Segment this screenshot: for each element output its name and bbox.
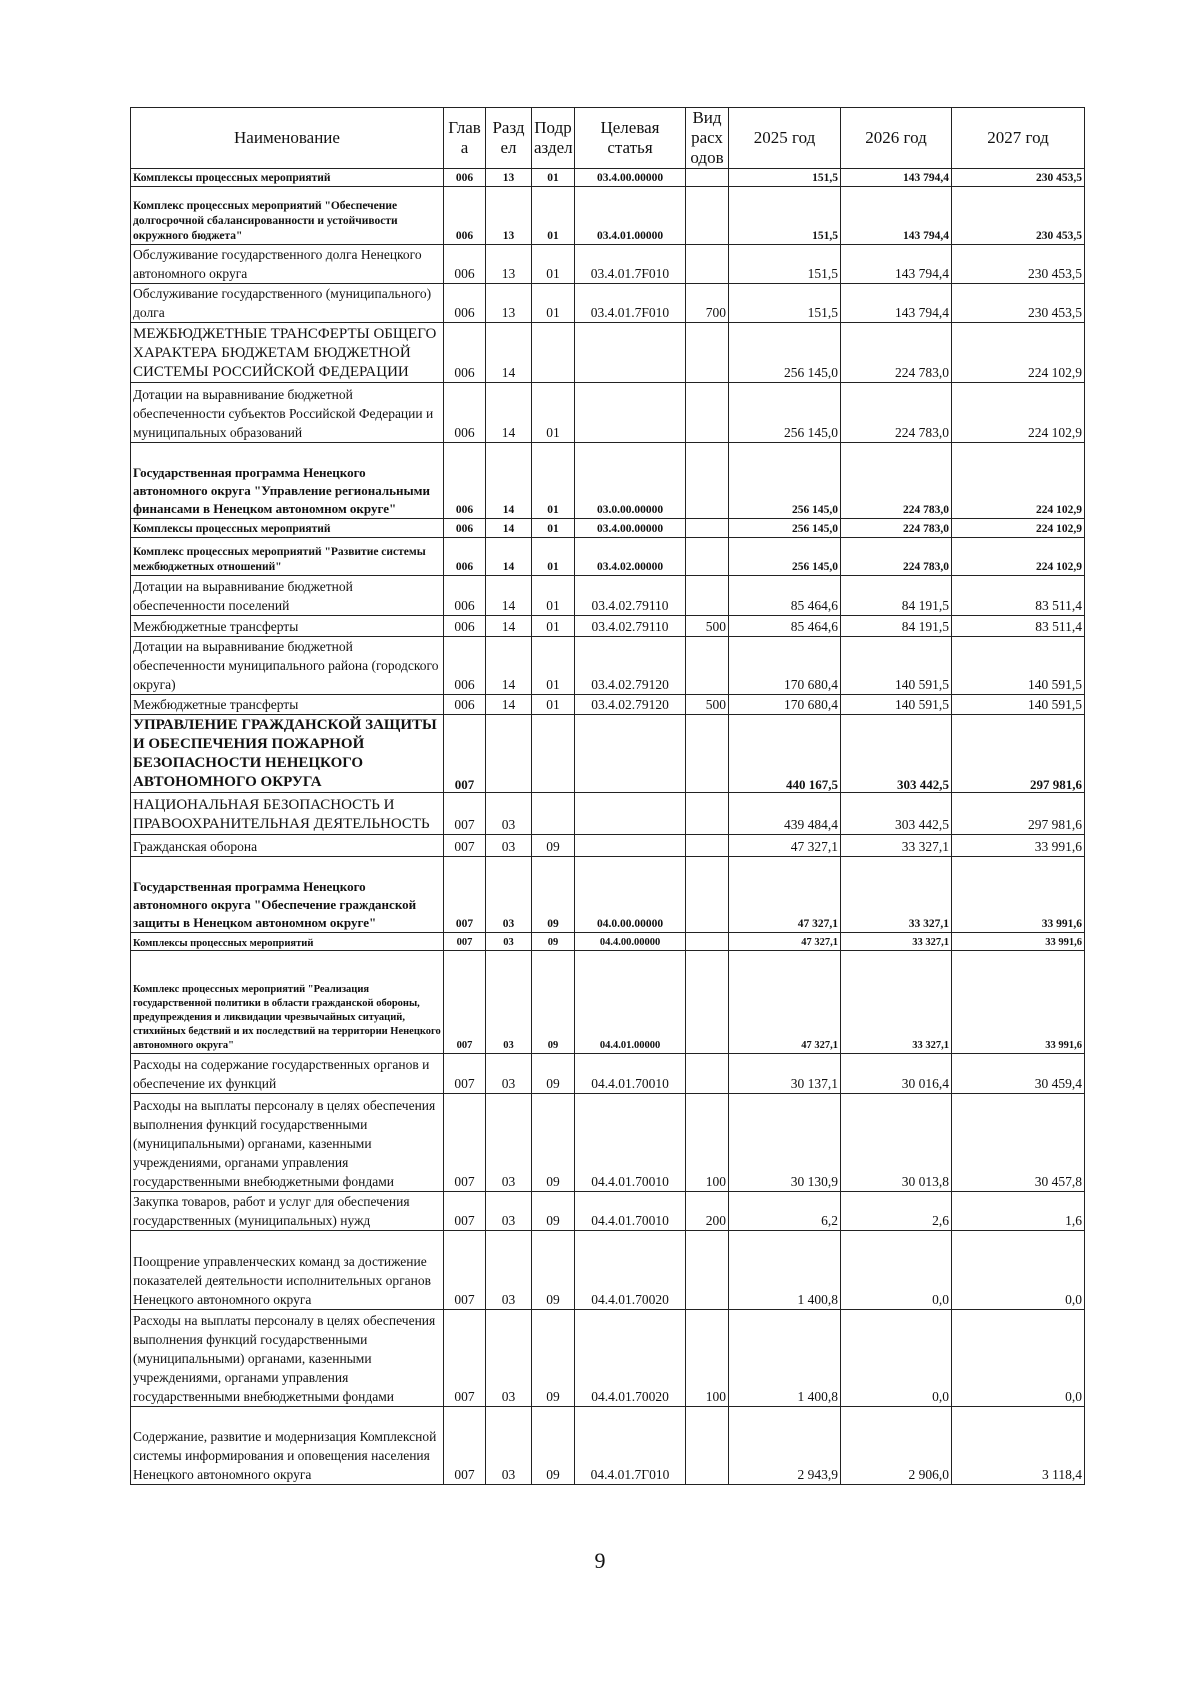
row-2026: 84 191,5 bbox=[841, 576, 952, 616]
row-razdel: 14 bbox=[486, 616, 532, 637]
row-glava: 006 bbox=[444, 383, 486, 443]
row-2027: 230 453,5 bbox=[952, 169, 1085, 187]
row-glava: 007 bbox=[444, 1310, 486, 1407]
row-razdel: 14 bbox=[486, 519, 532, 538]
row-csr: 03.4.02.79110 bbox=[575, 616, 686, 637]
row-vr bbox=[686, 323, 729, 383]
row-2026: 2,6 bbox=[841, 1192, 952, 1231]
row-glava: 007 bbox=[444, 1407, 486, 1485]
row-podrazdel: 01 bbox=[532, 576, 575, 616]
row-podrazdel: 09 bbox=[532, 1310, 575, 1407]
row-2025: 30 130,9 bbox=[729, 1094, 841, 1192]
table-row bbox=[131, 383, 1085, 443]
row-csr: 04.4.01.70010 bbox=[575, 1192, 686, 1231]
header-vr: Вид расх одов bbox=[686, 108, 729, 169]
row-csr bbox=[575, 835, 686, 857]
row-2026: 224 783,0 bbox=[841, 519, 952, 538]
row-csr: 04.4.01.70010 bbox=[575, 1094, 686, 1192]
row-2027: 83 511,4 bbox=[952, 616, 1085, 637]
row-csr: 04.0.00.00000 bbox=[575, 857, 686, 933]
row-2026: 303 442,5 bbox=[841, 715, 952, 793]
table-row bbox=[131, 933, 1085, 951]
row-vr bbox=[686, 1231, 729, 1310]
row-2025: 170 680,4 bbox=[729, 637, 841, 695]
row-name: Поощрение управленческих команд за достижение показателей деятельности исполнительных органов Ненецкого автономного округа bbox=[131, 1231, 444, 1310]
row-name: Расходы на содержание государственных органов и обеспечение их функций bbox=[131, 1054, 444, 1094]
row-vr: 100 bbox=[686, 1094, 729, 1192]
table-row bbox=[131, 538, 1085, 576]
row-2025: 47 327,1 bbox=[729, 857, 841, 933]
row-2025: 85 464,6 bbox=[729, 616, 841, 637]
row-razdel: 03 bbox=[486, 1231, 532, 1310]
row-2025: 6,2 bbox=[729, 1192, 841, 1231]
row-2025: 151,5 bbox=[729, 245, 841, 284]
row-2026: 140 591,5 bbox=[841, 637, 952, 695]
row-razdel: 03 bbox=[486, 857, 532, 933]
row-vr bbox=[686, 951, 729, 1054]
row-glava: 006 bbox=[444, 519, 486, 538]
row-2025: 2 943,9 bbox=[729, 1407, 841, 1485]
row-razdel: 13 bbox=[486, 187, 532, 245]
row-csr: 03.4.01.7F010 bbox=[575, 284, 686, 323]
row-name: Обслуживание государственного долга Ненецкого автономного округа bbox=[131, 245, 444, 284]
row-vr bbox=[686, 1054, 729, 1094]
row-razdel: 03 bbox=[486, 1094, 532, 1192]
row-2027: 30 457,8 bbox=[952, 1094, 1085, 1192]
row-2026: 0,0 bbox=[841, 1231, 952, 1310]
row-glava: 006 bbox=[444, 576, 486, 616]
row-2027: 224 102,9 bbox=[952, 323, 1085, 383]
row-razdel: 03 bbox=[486, 835, 532, 857]
row-razdel: 13 bbox=[486, 169, 532, 187]
row-2025: 151,5 bbox=[729, 284, 841, 323]
row-2026: 143 794,4 bbox=[841, 187, 952, 245]
row-csr bbox=[575, 323, 686, 383]
row-razdel: 13 bbox=[486, 284, 532, 323]
row-name: Государственная программа Ненецкого автономного округа "Обеспечение гражданской защиты в Ненецком автономном округе" bbox=[131, 857, 444, 933]
row-csr: 03.4.02.79120 bbox=[575, 637, 686, 695]
row-name: УПРАВЛЕНИЕ ГРАЖДАНСКОЙ ЗАЩИТЫ И ОБЕСПЕЧЕНИЯ ПОЖАРНОЙ БЕЗОПАСНОСТИ НЕНЕЦКОГО АВТОНОМНОГО ОКРУГА bbox=[131, 715, 444, 793]
header-name: Наименование bbox=[131, 108, 444, 169]
row-razdel bbox=[486, 715, 532, 793]
row-razdel: 03 bbox=[486, 1192, 532, 1231]
table-row bbox=[131, 1231, 1085, 1310]
row-podrazdel: 09 bbox=[532, 835, 575, 857]
row-2027: 1,6 bbox=[952, 1192, 1085, 1231]
row-podrazdel: 01 bbox=[532, 695, 575, 715]
row-vr bbox=[686, 538, 729, 576]
table-row bbox=[131, 1310, 1085, 1407]
row-podrazdel: 01 bbox=[532, 443, 575, 519]
row-podrazdel: 01 bbox=[532, 616, 575, 637]
row-2026: 30 016,4 bbox=[841, 1054, 952, 1094]
row-glava: 006 bbox=[444, 187, 486, 245]
row-2027: 33 991,6 bbox=[952, 951, 1085, 1054]
row-podrazdel bbox=[532, 793, 575, 835]
budget-table-page bbox=[130, 107, 1084, 1485]
row-2025: 30 137,1 bbox=[729, 1054, 841, 1094]
row-2025: 85 464,6 bbox=[729, 576, 841, 616]
row-name: Дотации на выравнивание бюджетной обеспеченности поселений bbox=[131, 576, 444, 616]
row-name: Комплексы процессных мероприятий bbox=[131, 933, 444, 951]
row-podrazdel: 09 bbox=[532, 857, 575, 933]
row-vr bbox=[686, 443, 729, 519]
row-2027: 140 591,5 bbox=[952, 637, 1085, 695]
page-number: 9 bbox=[594, 1548, 606, 1573]
row-glava: 007 bbox=[444, 951, 486, 1054]
row-razdel: 14 bbox=[486, 383, 532, 443]
row-name: Гражданская оборона bbox=[131, 835, 444, 857]
row-csr bbox=[575, 793, 686, 835]
row-csr: 03.4.02.00000 bbox=[575, 538, 686, 576]
row-vr bbox=[686, 383, 729, 443]
row-2026: 143 794,4 bbox=[841, 284, 952, 323]
row-csr: 03.4.00.00000 bbox=[575, 519, 686, 538]
table-row bbox=[131, 576, 1085, 616]
header-2027: 2027 год bbox=[952, 108, 1085, 169]
row-glava: 007 bbox=[444, 835, 486, 857]
table-row bbox=[131, 715, 1085, 793]
row-2027: 297 981,6 bbox=[952, 793, 1085, 835]
row-2026: 33 327,1 bbox=[841, 933, 952, 951]
row-csr: 03.4.02.79110 bbox=[575, 576, 686, 616]
table-row bbox=[131, 284, 1085, 323]
row-2025: 256 145,0 bbox=[729, 383, 841, 443]
row-2027: 83 511,4 bbox=[952, 576, 1085, 616]
row-glava: 007 bbox=[444, 933, 486, 951]
table-row bbox=[131, 443, 1085, 519]
row-glava: 006 bbox=[444, 695, 486, 715]
row-2027: 0,0 bbox=[952, 1231, 1085, 1310]
row-2025: 47 327,1 bbox=[729, 951, 841, 1054]
row-name: Комплекс процессных мероприятий "Развитие системы межбюджетных отношений" bbox=[131, 538, 444, 576]
row-2026: 143 794,4 bbox=[841, 169, 952, 187]
row-2027: 224 102,9 bbox=[952, 519, 1085, 538]
row-2027: 0,0 bbox=[952, 1310, 1085, 1407]
row-2026: 143 794,4 bbox=[841, 245, 952, 284]
row-2025: 170 680,4 bbox=[729, 695, 841, 715]
row-podrazdel: 01 bbox=[532, 187, 575, 245]
row-vr: 100 bbox=[686, 1310, 729, 1407]
row-2027: 224 102,9 bbox=[952, 383, 1085, 443]
row-name: Комплекс процессных мероприятий "Обеспечение долгосрочной сбалансированности и устойчивости окружного бюджета" bbox=[131, 187, 444, 245]
row-2026: 33 327,1 bbox=[841, 951, 952, 1054]
row-csr: 03.4.01.00000 bbox=[575, 187, 686, 245]
row-glava: 006 bbox=[444, 637, 486, 695]
row-vr: 500 bbox=[686, 616, 729, 637]
row-glava: 006 bbox=[444, 538, 486, 576]
table-row bbox=[131, 695, 1085, 715]
row-vr bbox=[686, 835, 729, 857]
row-vr bbox=[686, 245, 729, 284]
row-2026: 224 783,0 bbox=[841, 383, 952, 443]
row-name: Расходы на выплаты персоналу в целях обеспечения выполнения функций государственными (муниципальными) органами, казенными учреждениями, органами управления государственными внебюджетными фондами bbox=[131, 1094, 444, 1192]
row-razdel: 14 bbox=[486, 443, 532, 519]
row-vr bbox=[686, 637, 729, 695]
row-glava: 006 bbox=[444, 284, 486, 323]
row-vr bbox=[686, 1407, 729, 1485]
row-name: Обслуживание государственного (муниципального) долга bbox=[131, 284, 444, 323]
row-2026: 30 013,8 bbox=[841, 1094, 952, 1192]
row-2026: 84 191,5 bbox=[841, 616, 952, 637]
row-2026: 303 442,5 bbox=[841, 793, 952, 835]
row-podrazdel bbox=[532, 715, 575, 793]
row-glava: 006 bbox=[444, 323, 486, 383]
table-row bbox=[131, 951, 1085, 1054]
table-row bbox=[131, 187, 1085, 245]
row-2027: 33 991,6 bbox=[952, 933, 1085, 951]
table-row bbox=[131, 637, 1085, 695]
row-razdel: 13 bbox=[486, 245, 532, 284]
row-glava: 007 bbox=[444, 857, 486, 933]
row-2026: 33 327,1 bbox=[841, 857, 952, 933]
row-2027: 230 453,5 bbox=[952, 245, 1085, 284]
row-2026: 2 906,0 bbox=[841, 1407, 952, 1485]
row-vr bbox=[686, 169, 729, 187]
row-2027: 224 102,9 bbox=[952, 443, 1085, 519]
row-name: Комплексы процессных мероприятий bbox=[131, 519, 444, 538]
row-podrazdel: 09 bbox=[532, 1054, 575, 1094]
row-csr: 04.4.01.70020 bbox=[575, 1310, 686, 1407]
table-row bbox=[131, 835, 1085, 857]
row-podrazdel: 01 bbox=[532, 637, 575, 695]
table-row bbox=[131, 616, 1085, 637]
row-podrazdel: 01 bbox=[532, 538, 575, 576]
row-csr: 03.4.00.00000 bbox=[575, 169, 686, 187]
row-glava: 006 bbox=[444, 616, 486, 637]
row-csr: 04.4.01.00000 bbox=[575, 951, 686, 1054]
row-2027: 33 991,6 bbox=[952, 835, 1085, 857]
row-2027: 33 991,6 bbox=[952, 857, 1085, 933]
row-csr: 04.4.01.70020 bbox=[575, 1231, 686, 1310]
row-glava: 006 bbox=[444, 443, 486, 519]
row-2025: 440 167,5 bbox=[729, 715, 841, 793]
row-glava: 007 bbox=[444, 1192, 486, 1231]
row-razdel: 03 bbox=[486, 793, 532, 835]
row-vr bbox=[686, 715, 729, 793]
row-podrazdel: 09 bbox=[532, 1192, 575, 1231]
table-header-row bbox=[131, 108, 1085, 169]
row-name: Дотации на выравнивание бюджетной обеспеченности субъектов Российской Федерации и муниципальных образований bbox=[131, 383, 444, 443]
row-2026: 224 783,0 bbox=[841, 443, 952, 519]
row-podrazdel: 01 bbox=[532, 245, 575, 284]
row-name: Комплексы процессных мероприятий bbox=[131, 169, 444, 187]
row-csr: 04.4.01.7Г010 bbox=[575, 1407, 686, 1485]
row-razdel: 03 bbox=[486, 1310, 532, 1407]
row-vr: 500 bbox=[686, 695, 729, 715]
row-glava: 007 bbox=[444, 793, 486, 835]
row-csr bbox=[575, 383, 686, 443]
row-vr: 700 bbox=[686, 284, 729, 323]
row-2025: 1 400,8 bbox=[729, 1231, 841, 1310]
row-2025: 439 484,4 bbox=[729, 793, 841, 835]
row-vr bbox=[686, 576, 729, 616]
table-row bbox=[131, 1192, 1085, 1231]
row-razdel: 03 bbox=[486, 951, 532, 1054]
row-name: Дотации на выравнивание бюджетной обеспеченности муниципального района (городского округа) bbox=[131, 637, 444, 695]
row-2026: 33 327,1 bbox=[841, 835, 952, 857]
row-2026: 224 783,0 bbox=[841, 323, 952, 383]
row-2025: 151,5 bbox=[729, 187, 841, 245]
table-row bbox=[131, 857, 1085, 933]
row-name: Закупка товаров, работ и услуг для обеспечения государственных (муниципальных) нужд bbox=[131, 1192, 444, 1231]
row-name: Расходы на выплаты персоналу в целях обеспечения выполнения функций государственными (муниципальными) органами, казенными учреждениями, органами управления государственными внебюджетными фондами bbox=[131, 1310, 444, 1407]
row-name: НАЦИОНАЛЬНАЯ БЕЗОПАСНОСТЬ И ПРАВООХРАНИТЕЛЬНАЯ ДЕЯТЕЛЬНОСТЬ bbox=[131, 793, 444, 835]
row-2025: 47 327,1 bbox=[729, 933, 841, 951]
row-vr bbox=[686, 519, 729, 538]
row-podrazdel: 01 bbox=[532, 383, 575, 443]
header-glava: Глав а bbox=[444, 108, 486, 169]
row-podrazdel: 09 bbox=[532, 933, 575, 951]
row-csr: 04.4.01.70010 bbox=[575, 1054, 686, 1094]
row-name: Межбюджетные трансферты bbox=[131, 695, 444, 715]
header-csr: Целевая статья bbox=[575, 108, 686, 169]
header-podrazdel: Подр аздел bbox=[532, 108, 575, 169]
row-2027: 3 118,4 bbox=[952, 1407, 1085, 1485]
row-name: Содержание, развитие и модернизация Комплексной системы информирования и оповещения населения Ненецкого автономного округа bbox=[131, 1407, 444, 1485]
row-razdel: 14 bbox=[486, 538, 532, 576]
header-2026: 2026 год bbox=[841, 108, 952, 169]
row-name: МЕЖБЮДЖЕТНЫЕ ТРАНСФЕРТЫ ОБЩЕГО ХАРАКТЕРА БЮДЖЕТАМ БЮДЖЕТНОЙ СИСТЕМЫ РОССИЙСКОЙ ФЕДЕРАЦИИ bbox=[131, 323, 444, 383]
row-podrazdel: 09 bbox=[532, 1231, 575, 1310]
row-name: Межбюджетные трансферты bbox=[131, 616, 444, 637]
row-2027: 140 591,5 bbox=[952, 695, 1085, 715]
row-csr: 04.4.00.00000 bbox=[575, 933, 686, 951]
row-razdel: 14 bbox=[486, 576, 532, 616]
row-2027: 230 453,5 bbox=[952, 187, 1085, 245]
table-row bbox=[131, 323, 1085, 383]
row-podrazdel: 09 bbox=[532, 1094, 575, 1192]
row-2027: 30 459,4 bbox=[952, 1054, 1085, 1094]
row-2025: 151,5 bbox=[729, 169, 841, 187]
row-name: Комплекс процессных мероприятий "Реализация государственной политики в области гражданской обороны, предупреждения и ликвидации чрезвычайных ситуаций, стихийных бедствий и их последствий на территории Ненецкого автономного округа" bbox=[131, 951, 444, 1054]
row-2027: 224 102,9 bbox=[952, 538, 1085, 576]
row-podrazdel: 01 bbox=[532, 519, 575, 538]
budget-table bbox=[130, 107, 1085, 1485]
row-csr: 03.0.00.00000 bbox=[575, 443, 686, 519]
row-razdel: 14 bbox=[486, 695, 532, 715]
row-csr: 03.4.02.79120 bbox=[575, 695, 686, 715]
row-podrazdel: 01 bbox=[532, 284, 575, 323]
row-vr bbox=[686, 857, 729, 933]
row-vr: 200 bbox=[686, 1192, 729, 1231]
header-razdel: Разд ел bbox=[486, 108, 532, 169]
row-razdel: 03 bbox=[486, 1407, 532, 1485]
row-glava: 007 bbox=[444, 1231, 486, 1310]
row-vr bbox=[686, 187, 729, 245]
row-2025: 256 145,0 bbox=[729, 443, 841, 519]
row-glava: 006 bbox=[444, 169, 486, 187]
row-podrazdel: 01 bbox=[532, 169, 575, 187]
row-vr bbox=[686, 793, 729, 835]
row-2026: 224 783,0 bbox=[841, 538, 952, 576]
row-razdel: 14 bbox=[486, 323, 532, 383]
table-row bbox=[131, 1094, 1085, 1192]
row-csr: 03.4.01.7F010 bbox=[575, 245, 686, 284]
row-razdel: 03 bbox=[486, 933, 532, 951]
row-2025: 256 145,0 bbox=[729, 323, 841, 383]
table-row bbox=[131, 1407, 1085, 1485]
row-glava: 007 bbox=[444, 1094, 486, 1192]
row-glava: 006 bbox=[444, 245, 486, 284]
row-2026: 0,0 bbox=[841, 1310, 952, 1407]
row-2025: 1 400,8 bbox=[729, 1310, 841, 1407]
row-razdel: 14 bbox=[486, 637, 532, 695]
row-podrazdel: 09 bbox=[532, 951, 575, 1054]
row-glava: 007 bbox=[444, 715, 486, 793]
row-name: Государственная программа Ненецкого автономного округа "Управление региональными финансами в Ненецком автономном округе" bbox=[131, 443, 444, 519]
table-row bbox=[131, 245, 1085, 284]
table-row bbox=[131, 169, 1085, 187]
row-2026: 140 591,5 bbox=[841, 695, 952, 715]
row-podrazdel bbox=[532, 323, 575, 383]
row-2025: 256 145,0 bbox=[729, 538, 841, 576]
table-row bbox=[131, 793, 1085, 835]
table-row bbox=[131, 1054, 1085, 1094]
row-2027: 230 453,5 bbox=[952, 284, 1085, 323]
table-row bbox=[131, 519, 1085, 538]
row-2025: 47 327,1 bbox=[729, 835, 841, 857]
row-razdel: 03 bbox=[486, 1054, 532, 1094]
row-glava: 007 bbox=[444, 1054, 486, 1094]
row-2025: 256 145,0 bbox=[729, 519, 841, 538]
row-2027: 297 981,6 bbox=[952, 715, 1085, 793]
row-csr bbox=[575, 715, 686, 793]
header-2025: 2025 год bbox=[729, 108, 841, 169]
row-vr bbox=[686, 933, 729, 951]
row-podrazdel: 09 bbox=[532, 1407, 575, 1485]
